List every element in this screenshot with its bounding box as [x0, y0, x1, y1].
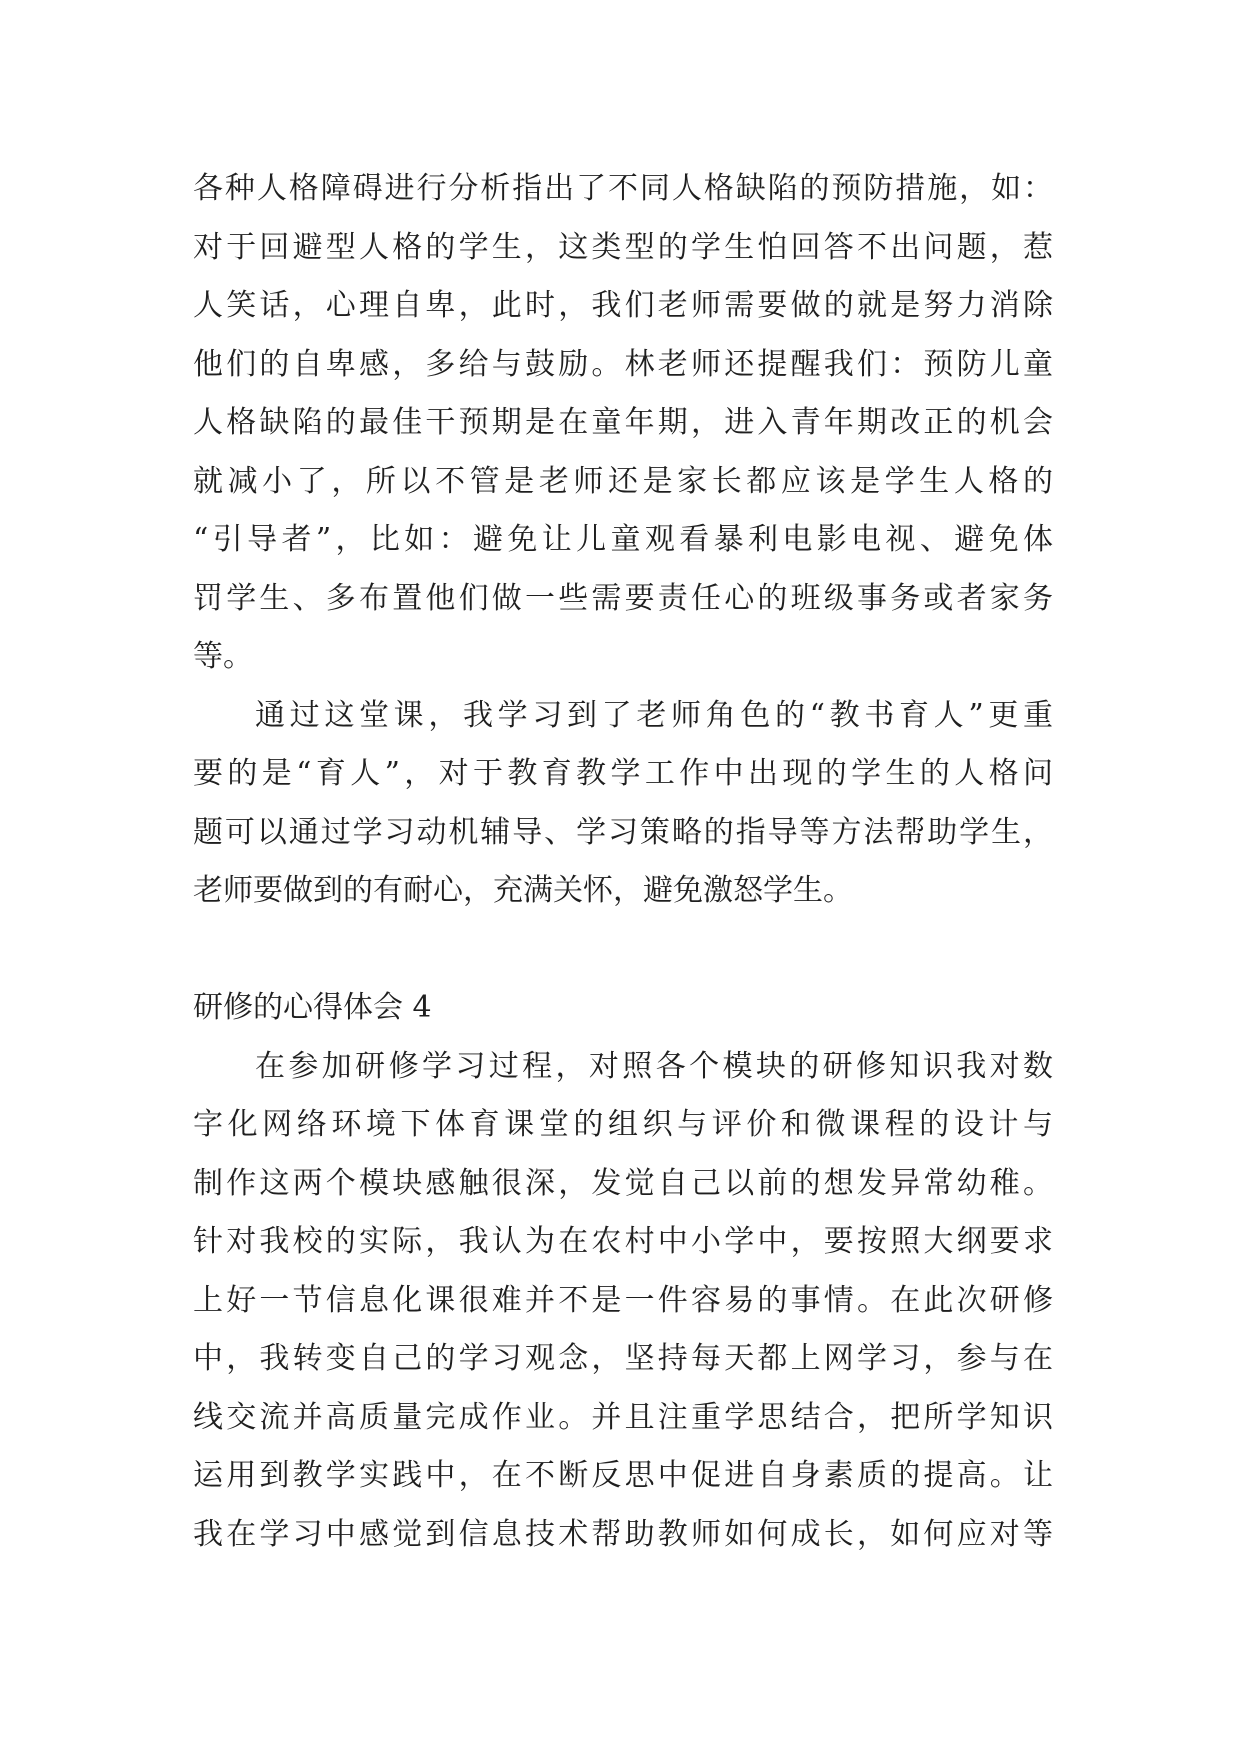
text-line: 人笑话，心理自卑，此时，我们老师需要做的就是努力消除: [193, 288, 1053, 323]
text-line: 中，我转变自己的学习观念，坚持每天都上网学习，参与在: [193, 1341, 1053, 1376]
text-line: “引导者”，比如：避免让儿童观看暴利电影电视、避免体: [193, 522, 1053, 557]
paragraph-personality-disorders: [193, 160, 1053, 687]
text-line: 制作这两个模块感触很深，发觉自己以前的想发异常幼稚。: [193, 1165, 1053, 1201]
text-line: 就减小了，所以不管是老师还是家长都应该是学生人格的: [193, 463, 1053, 499]
paragraph-spacer: [193, 921, 1053, 980]
text-line: 老师要做到的有耐心，充满关怀，避免激怒学生。: [193, 873, 853, 908]
section-heading: 研修的心得体会 4: [193, 990, 432, 1025]
paragraph-training-experience: [193, 1038, 1053, 1565]
text-line: 上好一节信息化课很难并不是一件容易的事情。在此次研修: [193, 1282, 1053, 1318]
paragraph-lesson-summary: [193, 687, 1053, 921]
text-line: 等。: [193, 639, 253, 674]
text-line: 通过这堂课，我学习到了老师角色的“教书育人”更重: [255, 697, 1053, 733]
text-line: 他们的自卑感，多给与鼓励。林老师还提醒我们：预防儿童: [193, 346, 1053, 382]
document-body: [193, 160, 1053, 1564]
text-line: 题可以通过学习动机辅导、学习策略的指导等方法帮助学生，: [193, 814, 1053, 850]
text-line: 在参加研修学习过程，对照各个模块的研修知识我对数: [255, 1048, 1053, 1084]
text-line: 对于回避型人格的学生，这类型的学生怕回答不出问题，惹: [193, 229, 1053, 265]
text-line: 字化网络环境下体育课堂的组织与评价和微课程的设计与: [193, 1107, 1053, 1142]
text-line: 人格缺陷的最佳干预期是在童年期，进入青年期改正的机会: [193, 405, 1053, 440]
text-line: 罚学生、多布置他们做一些需要责任心的班级事务或者家务: [193, 580, 1053, 616]
text-line: 针对我校的实际，我认为在农村中小学中，要按照大纲要求: [193, 1224, 1053, 1259]
text-line: 线交流并高质量完成作业。并且注重学思结合，把所学知识: [193, 1399, 1053, 1435]
text-line: 要的是“育人”，对于教育教学工作中出现的学生的人格问: [193, 756, 1053, 791]
text-line: 我在学习中感觉到信息技术帮助教师如何成长，如何应对等: [193, 1516, 1053, 1552]
text-line: 各种人格障碍进行分析指出了不同人格缺陷的预防措施，如：: [193, 171, 1053, 206]
text-line: 运用到教学实践中，在不断反思中促进自身素质的提高。让: [193, 1458, 1053, 1493]
